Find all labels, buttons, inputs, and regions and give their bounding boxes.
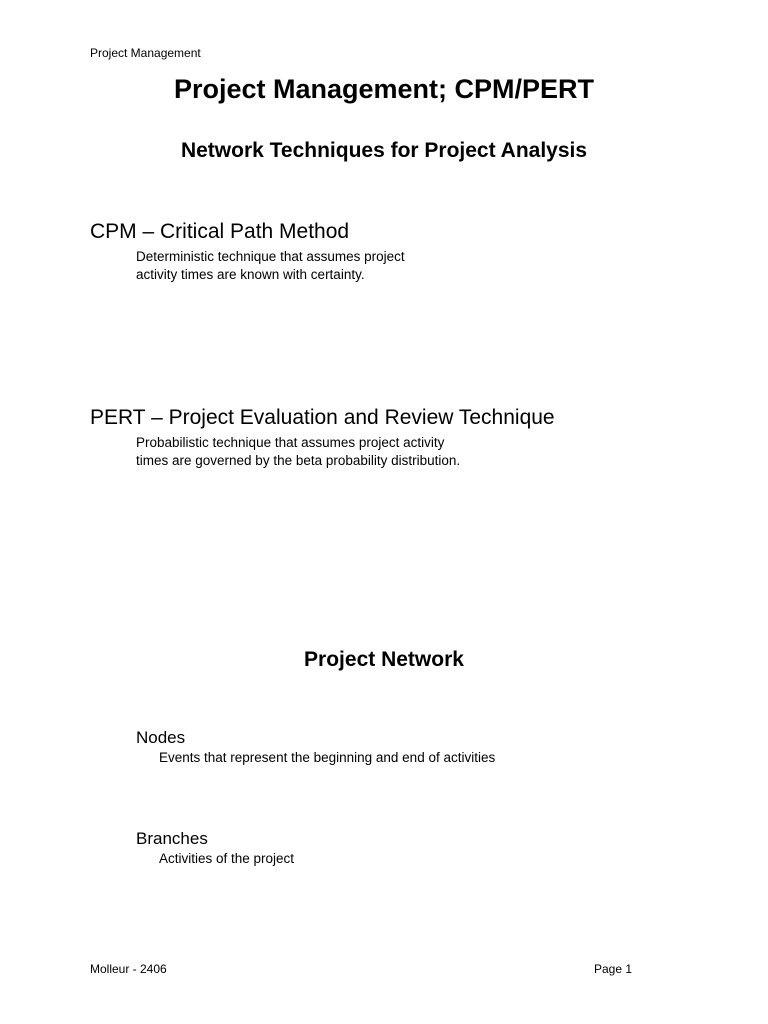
term-label-branches: Branches <box>136 829 208 848</box>
running-header: Project Management <box>90 46 201 60</box>
network-title: Project Network <box>304 648 464 671</box>
term-description-branches: Activities of the project <box>159 851 295 866</box>
body-line: activity times are known with certainty. <box>136 267 365 282</box>
section-heading-cpm: CPM – Critical Path Method <box>90 220 350 243</box>
body-line: times are governed by the beta probability distribution. <box>136 453 461 468</box>
body-line: Probabilistic technique that assumes project activity <box>136 435 445 450</box>
page-title: Project Management; CPM/PERT <box>173 74 595 104</box>
footer-author: Molleur - 2406 <box>90 962 167 976</box>
term-description-nodes: Events that represent the beginning and end of activities <box>159 750 496 765</box>
body-line: Deterministic technique that assumes project <box>136 249 405 264</box>
footer-page-number: Page 1 <box>594 962 633 976</box>
section-body-cpm <box>136 248 405 284</box>
term-label-nodes: Nodes <box>136 728 186 747</box>
section-heading-pert: PERT – Project Evaluation and Review Technique <box>90 406 555 429</box>
page-subtitle: Network Techniques for Project Analysis <box>180 139 588 162</box>
section-body-pert <box>136 434 460 470</box>
